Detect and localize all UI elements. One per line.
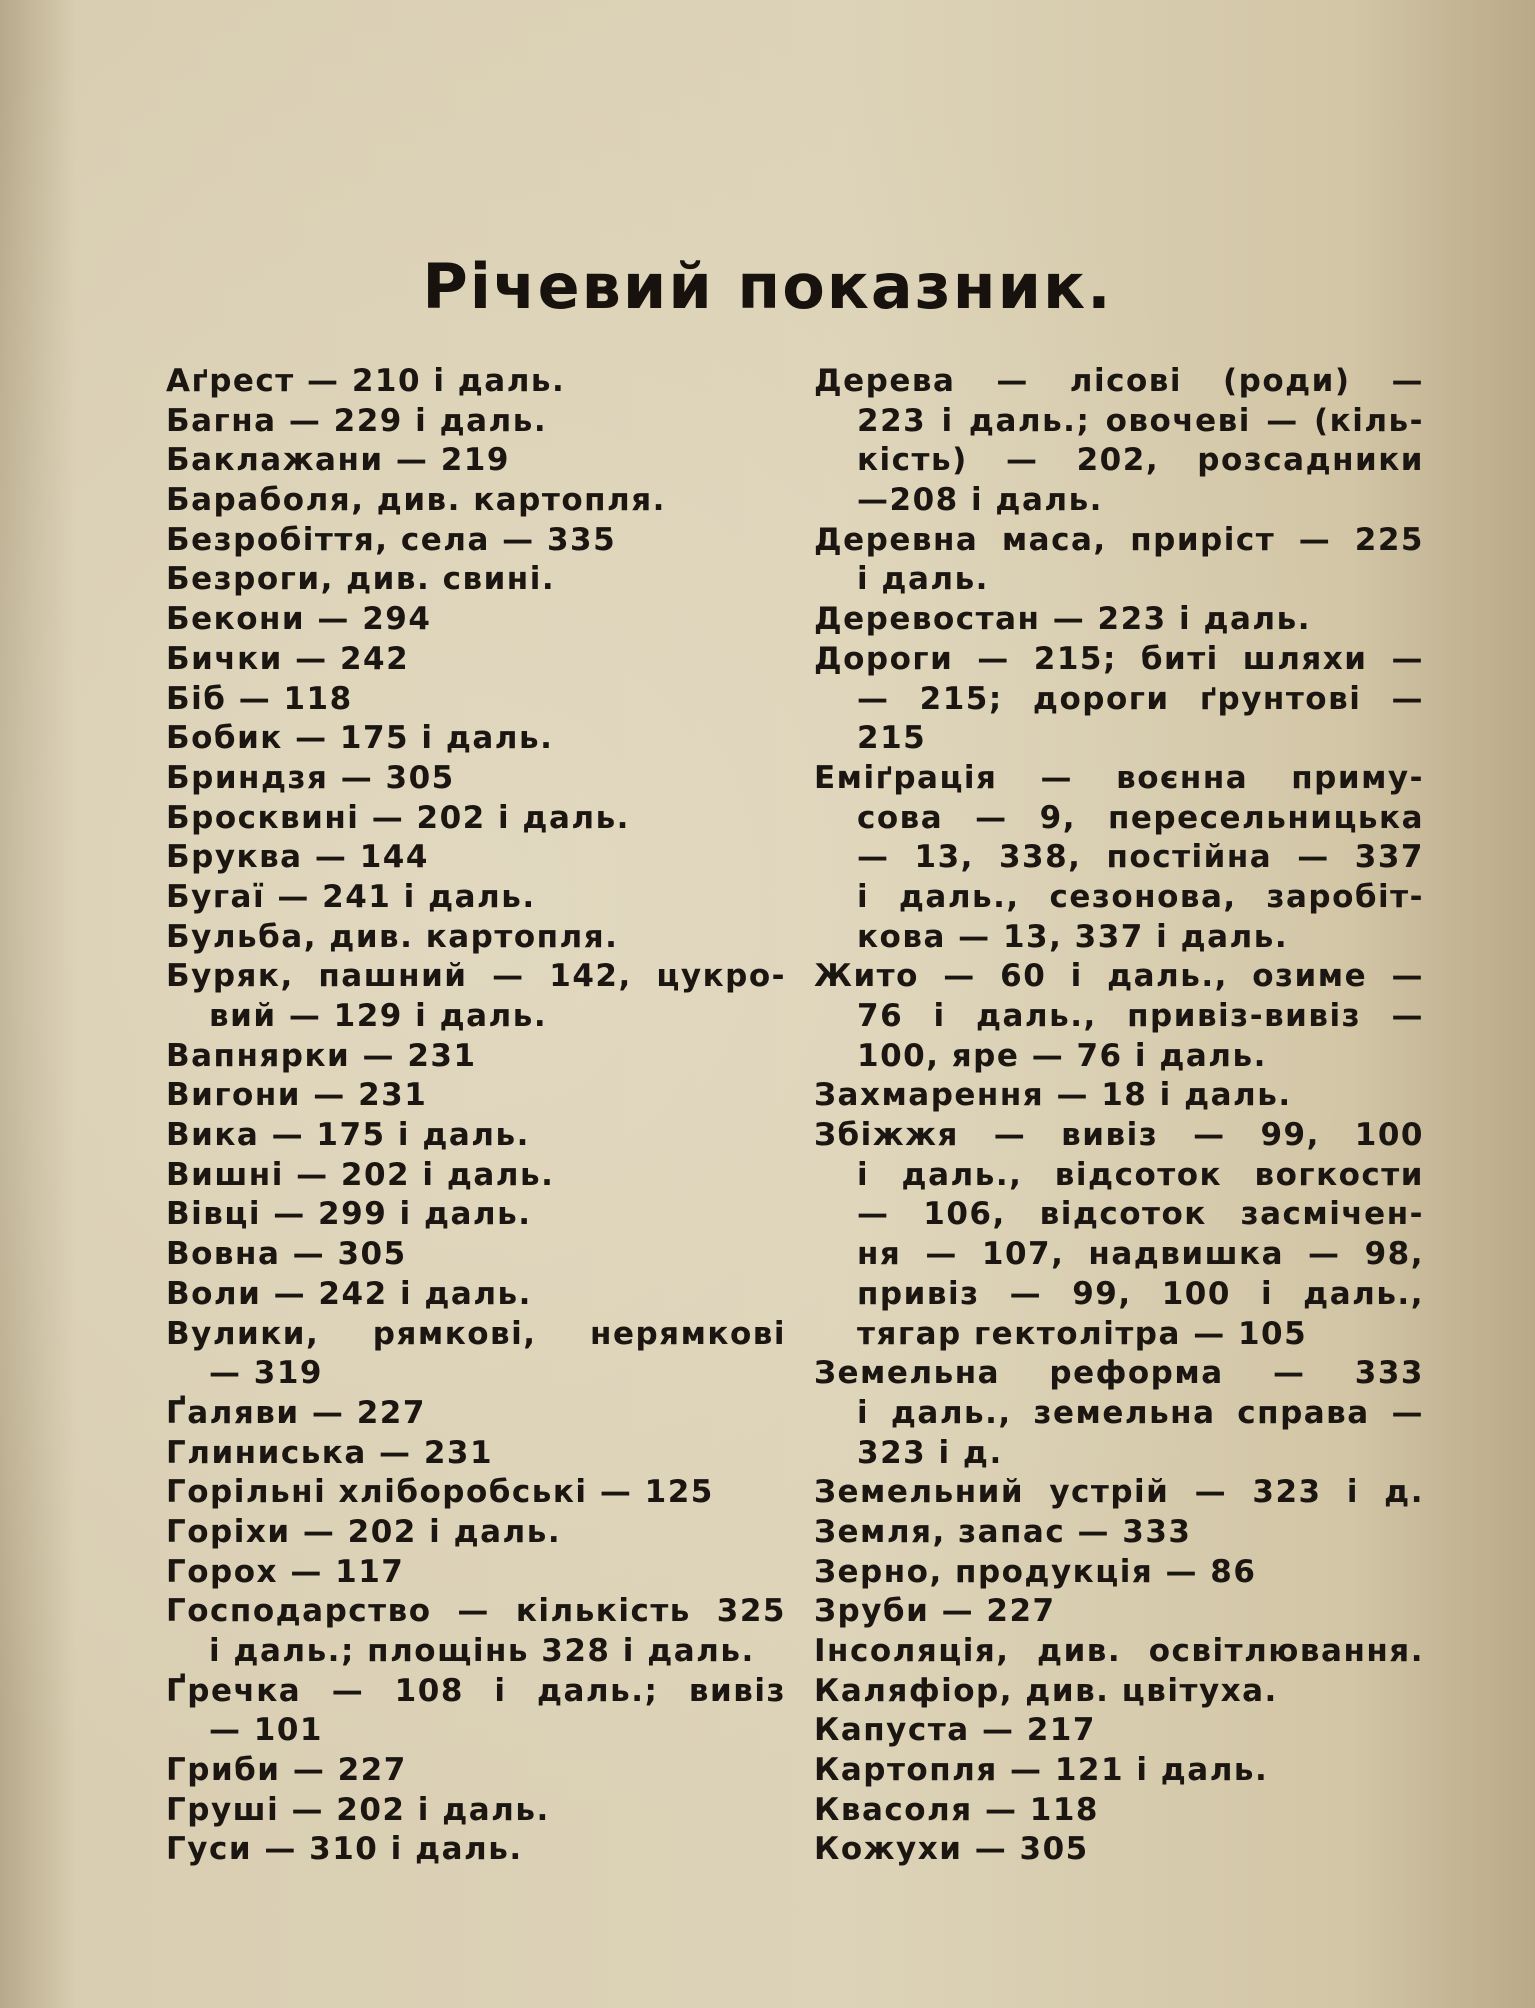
index-entry-line: Вовна — 305: [166, 1236, 407, 1273]
index-entry-line: Еміґрація — воєнна приму-: [814, 759, 1424, 796]
index-entry-line: Вика — 175 і даль.: [166, 1117, 530, 1154]
index-entry-line: Земля, запас — 333: [814, 1513, 1192, 1550]
index-entry-line: Вапнярки — 231: [166, 1037, 477, 1074]
index-entry-line: Аґрест — 210 і даль.: [166, 363, 566, 399]
index-entry-line: Господарство — кількість 325: [166, 1593, 786, 1630]
index-entry-line: Бараболя, див. картопля.: [166, 482, 666, 519]
index-entry-line: Ґаляви — 227: [166, 1394, 426, 1431]
index-entry-line: — 106, відсоток засмічен-: [857, 1196, 1424, 1233]
index-entry-line: Деревна маса, приріст — 225: [814, 521, 1424, 558]
index-entry-line: тягар гектолітра — 105: [857, 1315, 1308, 1352]
index-column-right: [814, 362, 1424, 1870]
index-entry-line: —208 і даль.: [857, 482, 1103, 519]
index-entry-line: Вишні — 202 і даль.: [166, 1156, 555, 1193]
index-entry-line: Бекони — 294: [166, 601, 432, 638]
index-entry-line: ня — 107, надвишка — 98,: [857, 1236, 1424, 1273]
index-entry-line: Зруби — 227: [814, 1593, 1056, 1630]
index-entry-line: Вулики, рямкові, нерямкові: [166, 1315, 786, 1352]
index-entry-line: Гуси — 310 і даль.: [166, 1831, 523, 1868]
index-entry-line: Груші — 202 і даль.: [166, 1791, 550, 1828]
index-entry-line: Біб — 118: [166, 680, 353, 717]
index-entry-line: Горільні хліборобські — 125: [166, 1474, 714, 1511]
index-entry-line: і даль.: [857, 561, 989, 598]
index-entry-line: Баклажани — 219: [166, 442, 510, 479]
index-entry-line: — 13, 338, постійна — 337: [857, 839, 1424, 876]
index-entry-line: Ґречка — 108 і даль.; вивіз: [166, 1672, 786, 1709]
index-entry-line: Картопля — 121 і даль.: [814, 1752, 1269, 1789]
index-entry-line: Вигони — 231: [166, 1077, 428, 1114]
index-entry-line: і даль.; площінь 328 і даль.: [209, 1633, 755, 1669]
index-entry-line: кість) — 202, розсадники: [857, 442, 1424, 479]
index-entry-line: — 319: [209, 1355, 324, 1392]
index-entry-line: і даль., земельна справа —: [857, 1394, 1424, 1431]
index-entry-line: Бички — 242: [166, 640, 410, 677]
index-entry-line: Деревостан — 223 і даль.: [814, 601, 1311, 638]
page-title: Річевий показник.: [422, 250, 1113, 323]
index-entry-line: сова — 9, пересельницька: [857, 799, 1424, 836]
index-entry-line: — 215; дороги ґрунтові —: [857, 680, 1424, 717]
index-entry-line: Капуста — 217: [814, 1712, 1096, 1749]
index-entry-line: Бульба, див. картопля.: [166, 918, 619, 955]
index-column-left: [166, 362, 786, 1870]
index-entry-line: 223 і даль.; овочеві — (кіль-: [857, 402, 1424, 439]
index-entry-line: Бруква — 144: [166, 839, 429, 876]
index-entry-line: Горіхи — 202 і даль.: [166, 1513, 562, 1550]
index-entry-line: Інсоляція, див. освітлювання.: [814, 1633, 1424, 1669]
index-entry-line: Горох — 117: [166, 1553, 405, 1590]
index-entry-line: 215: [857, 720, 927, 757]
index-entry-line: Жито — 60 і даль., озиме —: [814, 958, 1424, 995]
index-entry-line: Збіжжя — вивіз — 99, 100: [814, 1117, 1424, 1154]
index-entry-line: — 101: [209, 1712, 324, 1749]
index-entry-line: Буряк, пашний — 142, цукро-: [166, 958, 786, 995]
index-entry-line: вий — 129 і даль.: [209, 998, 548, 1034]
index-entry-line: Глиниська — 231: [166, 1434, 494, 1471]
index-entry-line: Кожухи — 305: [814, 1831, 1089, 1868]
index-entry-line: Земельний устрій — 323 і д.: [814, 1474, 1424, 1511]
index-entry-line: Безроги, див. свині.: [166, 561, 556, 598]
index-entry-line: Зерно, продукція — 86: [814, 1553, 1257, 1590]
index-entry-line: і даль., сезонова, заробіт-: [857, 878, 1424, 915]
index-entry-line: і даль., відсоток вогкости: [857, 1156, 1424, 1193]
index-entry-line: 76 і даль., привіз-вивіз —: [857, 998, 1424, 1034]
index-entry-line: Гриби — 227: [166, 1752, 407, 1789]
index-entry-line: Земельна реформа — 333: [814, 1355, 1424, 1392]
index-entry-line: Воли — 242 і даль.: [166, 1275, 532, 1312]
index-entry-line: Дерева — лісові (роди) —: [814, 363, 1424, 399]
index-entry-line: Бугаї — 241 і даль.: [166, 878, 536, 915]
index-entry-line: Дороги — 215; биті шляхи —: [814, 640, 1424, 677]
index-entry-line: кова — 13, 337 і даль.: [857, 918, 1289, 955]
index-entry-line: Бросквині — 202 і даль.: [166, 799, 630, 836]
index-entry-line: Квасоля — 118: [814, 1791, 1099, 1828]
index-entry-line: Вівці — 299 і даль.: [166, 1196, 532, 1233]
index-entry-line: Бриндзя — 305: [166, 759, 455, 796]
index-entry-line: Бобик — 175 і даль.: [166, 720, 554, 757]
index-entry-line: 323 і д.: [857, 1434, 1003, 1471]
index-entry-line: 100, яре — 76 і даль.: [857, 1037, 1267, 1074]
index-entry-line: привіз — 99, 100 і даль.,: [857, 1275, 1424, 1312]
index-entry-line: Каляфіор, див. цвітуха.: [814, 1672, 1278, 1709]
index-entry-line: Багна — 229 і даль.: [166, 402, 548, 439]
index-entry-line: Захмарення — 18 і даль.: [814, 1077, 1292, 1114]
index-entry-line: Безробіття, села — 335: [166, 521, 617, 558]
